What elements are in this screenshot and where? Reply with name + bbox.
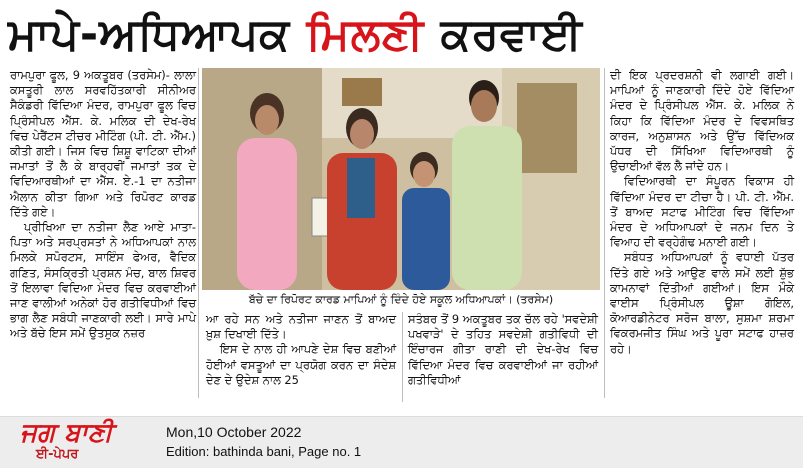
article-column-4 [610,68,794,357]
epaper-footer [0,416,803,468]
paragraph: ਸਬੰਧਤ ਅਧਿਆਪਕਾਂ ਨੂੰ ਵਧਾਈ ਪੱਤਰ ਦਿੱਤੇ ਗਏ ਅਤੇ ਆਉਣ ਵਾਲੇ ਸਮੇਂ ਲਈ ਸ਼ੁੱਭ ਕਾਮਨਾਵਾਂ ਦਿੱਤੀਆਂ ਗਈਆਂ। ਇਸ ਮੌਕੇ ਵਾਈਸ ਪ੍ਰਿੰਸੀਪਲ ਊਸ਼ਾ ਗੋਇਲ, ਕੋਆਰਡੀਨੇਟਰ ਸਰੋਜ ਬਾਲਾ, ਸੁਸ਼ਮਾ ਸ਼ਰਮਾ ਵਿਕਰਮਜੀਤ ਸਿੰਘ ਅਤੇ ਪੂਰਾ ਸਟਾਫ ਹਾਜ਼ਰ ਰਹੇ। [610,250,794,356]
edition-date: Mon,10 October 2022 [166,424,302,440]
photo-caption: ਬੱਚੇ ਦਾ ਰਿਪੋਰਟ ਕਾਰਡ ਮਾਪਿਆਂ ਨੂੰ ਦਿੰਦੇ ਹੋਏ ਸਕੂਲ ਅਧਿਆਪਕਾਂ। (ਤਰਸੇਮ) [248,293,554,306]
article-photo [202,68,600,290]
logo-title: ਜਗ ਬਾਣੀ [20,418,113,448]
logo-subtitle: ਈ-ਪੇਪਰ [36,447,79,462]
paragraph: ਪ੍ਰੀਖਿਆ ਦਾ ਨਤੀਜਾ ਲੈਣ ਆਏ ਮਾਤਾ-ਪਿਤਾ ਅਤੇ ਸਰਪ੍ਰਸਤਾਂ ਨੇ ਅਧਿਆਪਕਾਂ ਨਾਲ ਮਿਲਕੇ ਸਪੋਰਟਸ, ਸਾਇੰਸ ਫੇਅਰ, ਵੈਦਿਕ ਗਣਿਤ, ਸੰਸਕ੍ਰਿਤੀ ਪ੍ਰਸ਼ਨ ਮੰਚ, ਬਾਲ ਸ਼ਿਵਰ ਤੋਂ ਇਲਾਵਾ ਵਿਦਿਆ ਮੰਦਰ ਵਿਚ ਕਰਵਾਈਆਂ ਜਾਣ ਵਾਲੀਆਂ ਅਨੇਕਾਂ ਹੋਰ ਗਤੀਵਿਧੀਆਂ ਵਿਚ ਭਾਗ ਲੈਣ ਸਬੰਧੀ ਜਾਣਕਾਰੀ ਲਈ। ਸਾਰੇ ਮਾਪੇ ਅਤੇ ਬੱਚੇ ਇਸ ਸਮੇਂ ਉਤਸੁਕ ਨਜ਼ਰ [10,220,196,341]
headline-part-3: ਕਰਵਾਈ [424,9,583,60]
article-column-2 [206,312,396,388]
paragraph: ਸਤੰਬਰ ਤੋਂ 9 ਅਕਤੂਬਰ ਤਕ ਚੱਲ ਰਹੇ 'ਸਵਦੇਸ਼ੀ ਪਖਵਾੜੇ' ਦੇ ਤਹਿਤ ਸਵਦੇਸ਼ੀ ਗਤੀਵਿਧੀ ਦੀ ਇੰਚਾਰਜ ਗੀਤਾ ਰਾਣੀ ਦੀ ਦੇਖ-ਰੇਖ ਵਿਚ ਵਿੱਦਿਆ ਮੰਦਰ ਵਿਚ ਕਰਵਾਈਆਂ ਜਾ ਰਹੀਆਂ ਗਤੀਵਿਧੀਆਂ [408,312,598,387]
edition-info: Edition: bathinda bani, Page no. 1 [166,444,362,459]
column-divider [198,68,199,398]
photo-illustration [202,68,600,290]
article-column-3 [408,312,598,388]
article-column-1 [10,68,196,342]
jagbani-logo[interactable] [20,419,140,465]
paragraph: ਵਿਦਿਆਰਥੀ ਦਾ ਸੰਪੂਰਨ ਵਿਕਾਸ ਹੀ ਵਿੱਦਿਆ ਮੰਦਰ ਦਾ ਟੀਚਾ ਹੈ। ਪੀ. ਟੀ. ਐੱਮ. ਤੋਂ ਬਾਅਦ ਸਟਾਫ ਮੀਟਿੰਗ ਵਿਚ ਵਿੱਦਿਆ ਮੰਦਰ ਦੇ ਅਧਿਆਪਕਾਂ ਦੇ ਜਨਮ ਦਿਨ ਤੇ ਵਿਆਹ ਦੀ ਵਰ੍ਹੇਗੰਢ ਮਨਾਈ ਗਈ। [610,174,794,250]
column-divider [604,68,605,398]
column-divider [402,312,403,402]
headline-part-1: ਮਾਪੇ-ਅਧਿਆਪਕ [8,9,307,60]
article-headline [8,6,796,64]
headline-part-2: ਮਿਲਣੀ [306,9,425,60]
paragraph: ਦੀ ਇਕ ਪ੍ਰਦਰਸ਼ਨੀ ਵੀ ਲਗਾਈ ਗਈ। ਮਾਪਿਆਂ ਨੂੰ ਜਾਣਕਾਰੀ ਦਿੰਦੇ ਹੋਏ ਵਿੱਦਿਆ ਮੰਦਰ ਦੇ ਪ੍ਰਿੰਸੀਪਲ ਐੱਸ. ਕੇ. ਮਲਿਕ ਨੇ ਕਿਹਾ ਕਿ ਵਿੱਦਿਆ ਮੰਦਰ ਦੇ ਵਿਵਸਥਿਤ ਕਾਰਜ, ਅਨੁਸ਼ਾਸਨ ਅਤੇ ਉੱਚ ਵਿੱਦਿਅਕ ਪੱਧਰ ਦੀ ਸਿੱਖਿਆ ਵਿਦਿਆਰਥੀ ਨੂੰ ਉਚਾਈਆਂ ਵੱਲ ਲੈ ਜਾਂਦੇ ਹਨ। [610,68,794,174]
paragraph: ਇਸ ਦੇ ਨਾਲ ਹੀ ਆਪਣੇ ਦੇਸ਼ ਵਿਚ ਬਣੀਆਂ ਹੋਈਆਂ ਵਸਤੂਆਂ ਦਾ ਪ੍ਰਯੋਗ ਕਰਨ ਦਾ ਸੰਦੇਸ਼ ਦੇਣ ਦੇ ਉਦੇਸ਼ ਨਾਲ 25 [206,342,396,387]
paragraph: ਆ ਰਹੇ ਸਨ ਅਤੇ ਨਤੀਜਾ ਜਾਣਨ ਤੋਂ ਬਾਅਦ ਖ਼ੁਸ਼ ਦਿਖਾਈ ਦਿੱਤੇ। [206,312,396,342]
paragraph: ਰਾਮਪੁਰਾ ਫੂਲ, 9 ਅਕਤੂਬਰ (ਤਰਸੇਮ)- ਲਾਲਾ ਕਸਤੂਰੀ ਲਾਲ ਸਰਵਹਿੱਤਕਾਰੀ ਸੀਨੀਅਰ ਸੈਕੰਡਰੀ ਵਿੱਦਿਆ ਮੰਦਰ, ਰਾਮਪੁਰਾ ਫੂਲ ਵਿਚ ਪ੍ਰਿੰਸੀਪਲ ਐੱਸ. ਕੇ. ਮਲਿਕ ਦੀ ਦੇਖ-ਰੇਖ ਵਿਚ ਪੇਰੈਂਟਸ ਟੀਚਰ ਮੀਟਿੰਗ (ਪੀ. ਟੀ. ਐੱਮ.) ਕੀਤੀ ਗਈ। ਜਿਸ ਵਿਚ ਸ਼ਿਸ਼ੂ ਵਾਟਿਕਾ ਦੀਆਂ ਜਮਾਤਾਂ ਤੋਂ ਲੈ ਕੇ ਬਾਰ੍ਹਵੀਂ ਜਮਾਤਾਂ ਤਕ ਦੇ ਵਿਦਿਆਰਥੀਆਂ ਦਾ ਐੱਸ. ਏ.-1 ਦਾ ਨਤੀਜਾ ਐਲਾਨ ਕੀਤਾ ਗਿਆ ਅਤੇ ਰਿਪੋਰਟ ਕਾਰਡ ਦਿੱਤੇ ਗਏ। [10,68,196,219]
